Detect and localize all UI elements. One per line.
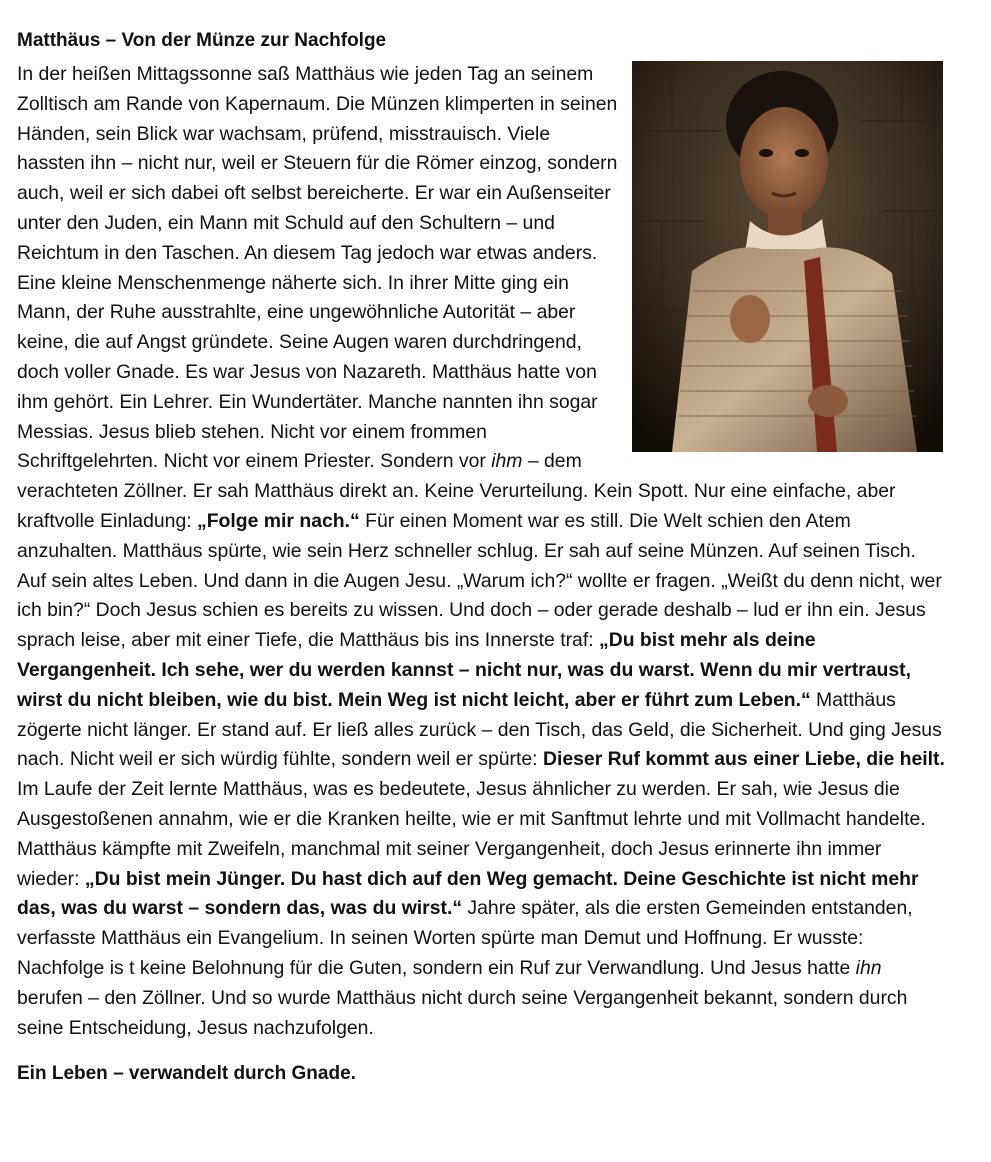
story-segment: Im Laufe der Zeit lernte Matthäus, was es bedeutete, Jesus ähnlicher zu werden. Er sah, wie Jesus die Ausgestoßenen annahm, wie er die Kranken heilte, wie er mit Sanftmut lehrte und mit Vollmacht handelte. Matthäus kämpfte mit Zweifeln, manchmal mit seiner Vergangenheit, doch Jesus erinnerte ihn immer wieder: [17, 778, 926, 890]
story-segment: Jahre später, als die ersten Gemeinden entstanden, verfasste Matthäus ein Evangelium. In seinen Worten spürte man Demut und Hoffnung. Er wusste: Nachfolge is t keine Belohnung für die Guten, sondern ein Ruf zur Verwandlung. Und Jesus hatte [17, 897, 913, 979]
story-segment: In der heißen Mittagssonne saß Matthäus wie jeden Tag an seinem Zolltisch am Rande von Kapernaum. Die Münzen klimperten in seinen Händen, sein Blick war wachsam, prüfend, misstrauisch. Viele hassten ihn – nicht nur, weil er Steuern für die Römer einzog, sondern auch, weil er sich dabei oft selbst bereicherte. Er war ein Außenseiter unter den Juden, ein Mann mit Schuld auf den Schultern – und Reichtum in den Taschen. An diesem Tag jedoch war etwas anders. Eine kleine Menschenmenge näherte sich. In ihrer Mitte ging ein Mann, der Ruhe ausstrahlte, eine ungewöhnliche Autorität – aber keine, die auf Angst gründete. Seine Augen waren durchdringend, doch voller Gnade. Es war Jesus von Nazareth. Matthäus hatte von ihm gehört. Ein Lehrer. Ein Wundertäter. Manche nannten ihn sogar Messias. Jesus blieb stehen. Nicht vor einem frommen Schriftgelehrten. Nicht vor einem Priester. Sondern vor [17, 63, 618, 473]
quote-text: „Folge mir nach.“ [197, 509, 360, 532]
quote-text: „Du bist mein Jünger. Du hast dich auf den Weg gemacht. Deine Geschichte ist nicht mehr das, was du warst – sondern das, was du wirst.“ [17, 867, 919, 920]
story-segment: – dem verachteten Zöllner. Er sah Matthäus direkt an. Keine Verurteilung. Kein Spott. Nur eine einfache, aber kraftvolle Einladung: [17, 450, 896, 532]
quote-text: „Du bist mehr als deine Vergangenheit. Ich sehe, wer du werden kannst – nicht nur, was du warst. Wenn du mir vertraust, wirst du nicht bleiben, wie du bist. Mein Weg ist nicht leicht, aber er führt zum Leben.“ [17, 629, 911, 711]
story-segment: Matthäus zögerte nicht länger. Er stand auf. Er ließ alles zurück – den Tisch, das Geld, die Sicherheit. Und ging Jesus nach. Nicht weil er sich würdig fühlte, sondern weil er spürte: [17, 688, 942, 771]
story-segment: Für einen Moment war es still. Die Welt schien den Atem anzuhalten. Matthäus spürte, wie sein Herz schneller schlug. Er sah auf seine Münzen. Auf seinen Tisch. Auf sein altes Leben. Und dann in die Augen Jesu. „Warum ich?“ wollte er fragen. „Weißt du denn nicht, wer ich bin?“ Doch Jesus schien es bereits zu wissen. Und doch – oder gerade deshalb – lud er ihn ein. Jesus sprach leise, aber mit einer Tiefe, die Matthäus bis ins Innerste traf: [17, 509, 942, 652]
emphasis-text: ihn [855, 956, 882, 979]
story-segment: berufen – den Zöllner. Und so wurde Matthäus nicht durch seine Vergangenheit bekannt, sondern durch seine Entscheidung, Jesus nachzufolgen. [17, 986, 908, 1039]
portrait-image [632, 61, 943, 452]
portrait-illustration [632, 61, 943, 452]
document-title: Matthäus – Von der Münze zur Nachfolge [17, 30, 387, 51]
document-page [17, 26, 945, 1089]
emphasis-text: ihm [491, 450, 523, 473]
emphasis-bold-text: Dieser Ruf kommt aus einer Liebe, die heilt. [542, 748, 945, 771]
closing-line: Ein Leben – verwandelt durch Gnade. [17, 1063, 356, 1085]
